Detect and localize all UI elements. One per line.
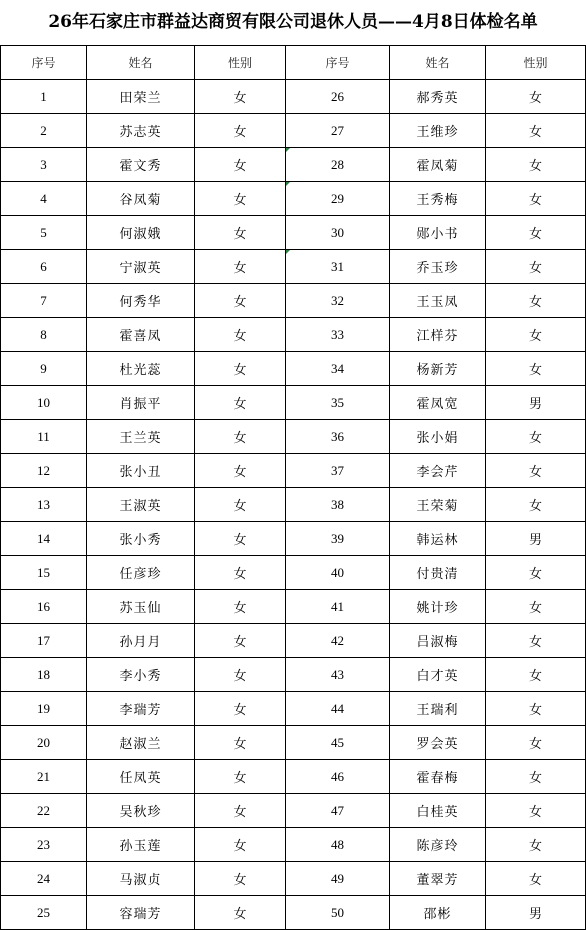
table-row bbox=[1, 760, 586, 794]
employee-sex-left: 女 bbox=[195, 318, 286, 352]
employee-number-left: 17 bbox=[1, 624, 87, 658]
header-name-left: 姓名 bbox=[87, 46, 195, 80]
employee-number-left: 10 bbox=[1, 386, 87, 420]
employee-number-left: 2 bbox=[1, 114, 87, 148]
employee-sex-right: 女 bbox=[486, 760, 586, 794]
employee-name-right: 霍凤宽 bbox=[390, 386, 486, 420]
employee-sex-left: 女 bbox=[195, 692, 286, 726]
employee-sex-right: 女 bbox=[486, 114, 586, 148]
employee-sex-left: 女 bbox=[195, 284, 286, 318]
employee-number-left: 14 bbox=[1, 522, 87, 556]
table-row bbox=[1, 284, 586, 318]
table-row bbox=[1, 726, 586, 760]
table-row bbox=[1, 114, 586, 148]
employee-name-right: 罗会英 bbox=[390, 726, 486, 760]
employee-sex-right: 女 bbox=[486, 658, 586, 692]
employee-sex-right: 女 bbox=[486, 250, 586, 284]
table-row bbox=[1, 182, 586, 216]
employee-name-right: 邵彬 bbox=[390, 896, 486, 930]
employee-name-left: 孙月月 bbox=[87, 624, 195, 658]
employee-number-right: 34 bbox=[286, 352, 390, 386]
employee-sex-right: 男 bbox=[486, 386, 586, 420]
employee-name-right: 韩运林 bbox=[390, 522, 486, 556]
employee-name-left: 张小丑 bbox=[87, 454, 195, 488]
employee-number-left: 5 bbox=[1, 216, 87, 250]
employee-name-right: 董翠芳 bbox=[390, 862, 486, 896]
employee-number-left: 16 bbox=[1, 590, 87, 624]
employee-sex-left: 女 bbox=[195, 352, 286, 386]
employee-name-right: 白桂英 bbox=[390, 794, 486, 828]
employee-sex-right: 女 bbox=[486, 80, 586, 114]
header-sex-left: 性别 bbox=[195, 46, 286, 80]
employee-name-right: 王瑞利 bbox=[390, 692, 486, 726]
employee-sex-right: 男 bbox=[486, 896, 586, 930]
table-row bbox=[1, 386, 586, 420]
employee-sex-right: 女 bbox=[486, 420, 586, 454]
employee-number-right: 30 bbox=[286, 216, 390, 250]
employee-sex-left: 女 bbox=[195, 386, 286, 420]
employee-name-right: 霍春梅 bbox=[390, 760, 486, 794]
employee-sex-left: 女 bbox=[195, 420, 286, 454]
employee-name-right: 姚计珍 bbox=[390, 590, 486, 624]
employee-sex-left: 女 bbox=[195, 726, 286, 760]
header-name-right: 姓名 bbox=[390, 46, 486, 80]
employee-name-right: 白才英 bbox=[390, 658, 486, 692]
employee-number-right: 41 bbox=[286, 590, 390, 624]
table-row bbox=[1, 148, 586, 182]
employee-name-left: 苏玉仙 bbox=[87, 590, 195, 624]
employee-sex-right: 男 bbox=[486, 522, 586, 556]
employee-name-right: 李会芹 bbox=[390, 454, 486, 488]
table-row bbox=[1, 556, 586, 590]
employee-sex-right: 女 bbox=[486, 182, 586, 216]
employee-name-right: 郝秀英 bbox=[390, 80, 486, 114]
employee-sex-right: 女 bbox=[486, 148, 586, 182]
employee-sex-left: 女 bbox=[195, 760, 286, 794]
employee-name-left: 霍喜凤 bbox=[87, 318, 195, 352]
table-row bbox=[1, 794, 586, 828]
header-row bbox=[1, 46, 586, 80]
employee-number-right: 27 bbox=[286, 114, 390, 148]
employee-name-left: 吴秋珍 bbox=[87, 794, 195, 828]
employee-number-left: 3 bbox=[1, 148, 87, 182]
employee-sex-right: 女 bbox=[486, 692, 586, 726]
employee-sex-left: 女 bbox=[195, 488, 286, 522]
employee-number-right: 45 bbox=[286, 726, 390, 760]
table-row bbox=[1, 420, 586, 454]
employee-name-right: 张小娟 bbox=[390, 420, 486, 454]
table-row bbox=[1, 522, 586, 556]
employee-name-left: 李瑞芳 bbox=[87, 692, 195, 726]
employee-number-right: 29 bbox=[286, 182, 390, 216]
employee-number-left: 9 bbox=[1, 352, 87, 386]
employee-number-right: 47 bbox=[286, 794, 390, 828]
employee-number-right: 38 bbox=[286, 488, 390, 522]
header-number-left: 序号 bbox=[1, 46, 87, 80]
employee-sex-left: 女 bbox=[195, 250, 286, 284]
employee-number-left: 6 bbox=[1, 250, 87, 284]
employee-name-left: 何秀华 bbox=[87, 284, 195, 318]
table-row bbox=[1, 488, 586, 522]
employee-name-left: 张小秀 bbox=[87, 522, 195, 556]
employee-name-right: 郧小书 bbox=[390, 216, 486, 250]
employee-number-left: 19 bbox=[1, 692, 87, 726]
roster-table bbox=[0, 45, 586, 930]
employee-name-left: 容瑞芳 bbox=[87, 896, 195, 930]
employee-number-right: 39 bbox=[286, 522, 390, 556]
employee-name-right: 乔玉珍 bbox=[390, 250, 486, 284]
employee-name-left: 谷凤菊 bbox=[87, 182, 195, 216]
employee-sex-left: 女 bbox=[195, 794, 286, 828]
table-row bbox=[1, 692, 586, 726]
employee-sex-left: 女 bbox=[195, 896, 286, 930]
header-number-right: 序号 bbox=[286, 46, 390, 80]
employee-sex-left: 女 bbox=[195, 522, 286, 556]
employee-name-left: 李小秀 bbox=[87, 658, 195, 692]
employee-sex-left: 女 bbox=[195, 556, 286, 590]
employee-sex-left: 女 bbox=[195, 114, 286, 148]
employee-number-left: 8 bbox=[1, 318, 87, 352]
employee-name-left: 肖振平 bbox=[87, 386, 195, 420]
table-row bbox=[1, 590, 586, 624]
employee-number-left: 25 bbox=[1, 896, 87, 930]
employee-sex-left: 女 bbox=[195, 80, 286, 114]
employee-sex-left: 女 bbox=[195, 862, 286, 896]
employee-name-left: 田荣兰 bbox=[87, 80, 195, 114]
employee-sex-right: 女 bbox=[486, 828, 586, 862]
table-row bbox=[1, 658, 586, 692]
employee-number-left: 11 bbox=[1, 420, 87, 454]
employee-name-left: 任凤英 bbox=[87, 760, 195, 794]
table-row bbox=[1, 828, 586, 862]
employee-name-left: 杜光蕊 bbox=[87, 352, 195, 386]
employee-sex-left: 女 bbox=[195, 216, 286, 250]
employee-name-right: 王秀梅 bbox=[390, 182, 486, 216]
employee-sex-left: 女 bbox=[195, 624, 286, 658]
employee-number-right: 43 bbox=[286, 658, 390, 692]
table-row bbox=[1, 624, 586, 658]
employee-number-right: 31 bbox=[286, 250, 390, 284]
employee-sex-left: 女 bbox=[195, 828, 286, 862]
employee-number-left: 20 bbox=[1, 726, 87, 760]
employee-number-right: 44 bbox=[286, 692, 390, 726]
employee-sex-left: 女 bbox=[195, 590, 286, 624]
employee-sex-right: 女 bbox=[486, 488, 586, 522]
employee-name-right: 王维珍 bbox=[390, 114, 486, 148]
employee-sex-right: 女 bbox=[486, 624, 586, 658]
employee-number-right: 35 bbox=[286, 386, 390, 420]
employee-name-left: 何淑娥 bbox=[87, 216, 195, 250]
employee-sex-right: 女 bbox=[486, 284, 586, 318]
table-row bbox=[1, 216, 586, 250]
employee-name-left: 孙玉莲 bbox=[87, 828, 195, 862]
header-sex-right: 性别 bbox=[486, 46, 586, 80]
employee-number-right: 42 bbox=[286, 624, 390, 658]
employee-number-right: 26 bbox=[286, 80, 390, 114]
employee-number-right: 37 bbox=[286, 454, 390, 488]
roster-body bbox=[1, 80, 586, 930]
employee-sex-left: 女 bbox=[195, 148, 286, 182]
employee-number-left: 22 bbox=[1, 794, 87, 828]
employee-sex-right: 女 bbox=[486, 794, 586, 828]
employee-number-left: 21 bbox=[1, 760, 87, 794]
employee-name-left: 赵淑兰 bbox=[87, 726, 195, 760]
employee-number-right: 50 bbox=[286, 896, 390, 930]
employee-number-right: 33 bbox=[286, 318, 390, 352]
employee-sex-right: 女 bbox=[486, 862, 586, 896]
employee-name-right: 霍凤菊 bbox=[390, 148, 486, 182]
employee-number-right: 46 bbox=[286, 760, 390, 794]
employee-name-left: 王淑英 bbox=[87, 488, 195, 522]
employee-sex-right: 女 bbox=[486, 454, 586, 488]
employee-number-left: 23 bbox=[1, 828, 87, 862]
employee-number-left: 18 bbox=[1, 658, 87, 692]
employee-number-right: 48 bbox=[286, 828, 390, 862]
employee-sex-right: 女 bbox=[486, 726, 586, 760]
employee-name-left: 王兰英 bbox=[87, 420, 195, 454]
employee-number-left: 13 bbox=[1, 488, 87, 522]
employee-name-right: 王荣菊 bbox=[390, 488, 486, 522]
employee-number-right: 40 bbox=[286, 556, 390, 590]
employee-sex-left: 女 bbox=[195, 658, 286, 692]
employee-name-right: 杨新芳 bbox=[390, 352, 486, 386]
employee-sex-right: 女 bbox=[486, 590, 586, 624]
sheet-title: 26年石家庄市群益达商贸有限公司退休人员——4月8日体检名单 bbox=[48, 12, 538, 32]
table-row bbox=[1, 454, 586, 488]
employee-number-left: 24 bbox=[1, 862, 87, 896]
employee-name-left: 宁淑英 bbox=[87, 250, 195, 284]
table-row bbox=[1, 896, 586, 930]
employee-number-left: 12 bbox=[1, 454, 87, 488]
table-row bbox=[1, 318, 586, 352]
employee-number-left: 15 bbox=[1, 556, 87, 590]
employee-sex-right: 女 bbox=[486, 216, 586, 250]
employee-number-right: 32 bbox=[286, 284, 390, 318]
employee-name-left: 霍文秀 bbox=[87, 148, 195, 182]
employee-name-left: 任彦珍 bbox=[87, 556, 195, 590]
employee-number-left: 1 bbox=[1, 80, 87, 114]
employee-number-right: 36 bbox=[286, 420, 390, 454]
employee-sex-right: 女 bbox=[486, 352, 586, 386]
employee-name-right: 江样芬 bbox=[390, 318, 486, 352]
employee-name-left: 马淑贞 bbox=[87, 862, 195, 896]
employee-name-right: 付贵清 bbox=[390, 556, 486, 590]
employee-sex-left: 女 bbox=[195, 182, 286, 216]
table-row bbox=[1, 80, 586, 114]
employee-name-right: 陈彦玲 bbox=[390, 828, 486, 862]
employee-number-right: 49 bbox=[286, 862, 390, 896]
employee-number-right: 28 bbox=[286, 148, 390, 182]
table-row bbox=[1, 352, 586, 386]
table-row bbox=[1, 250, 586, 284]
employee-number-left: 4 bbox=[1, 182, 87, 216]
employee-sex-right: 女 bbox=[486, 556, 586, 590]
employee-name-right: 吕淑梅 bbox=[390, 624, 486, 658]
employee-name-left: 苏志英 bbox=[87, 114, 195, 148]
employee-sex-right: 女 bbox=[486, 318, 586, 352]
employee-name-right: 王玉凤 bbox=[390, 284, 486, 318]
table-row bbox=[1, 862, 586, 896]
employee-sex-left: 女 bbox=[195, 454, 286, 488]
employee-number-left: 7 bbox=[1, 284, 87, 318]
